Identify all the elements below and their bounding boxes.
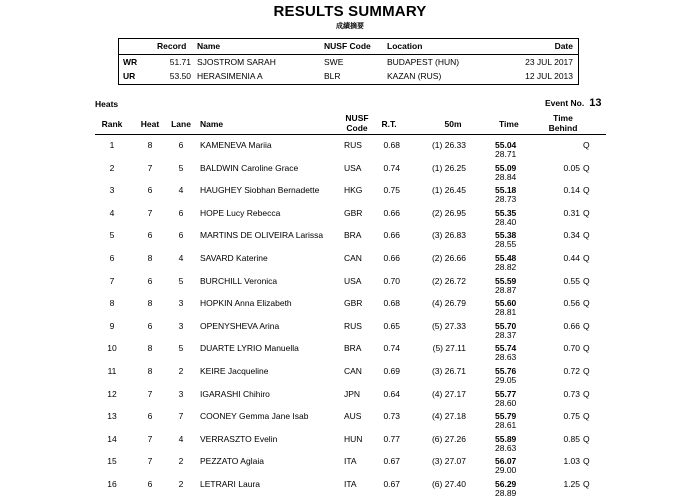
records-header-location: Location [387, 41, 423, 51]
time-behind: 0.72 [563, 365, 580, 376]
second-split-time: 29.00 [495, 465, 517, 476]
second-split-time: 29.05 [495, 374, 517, 385]
final-time: 56.07 [495, 456, 517, 467]
qualifier-mark: Q [583, 456, 590, 467]
time-behind: 0.85 [563, 433, 580, 444]
final-time: 55.89 [495, 433, 517, 444]
reaction-time: 0.65 [383, 320, 400, 331]
table-row [0, 159, 700, 182]
qualifier-mark: Q [583, 433, 590, 444]
rank: 7 [109, 275, 115, 286]
nusf-code: GBR [344, 298, 363, 309]
lane: 6 [178, 230, 184, 241]
record-date: 12 JUL 2013 [525, 71, 573, 81]
time-behind: 0.55 [563, 275, 580, 286]
table-row [0, 249, 700, 272]
records-box [118, 38, 579, 85]
second-split-time: 28.40 [495, 216, 517, 227]
second-split-time: 28.84 [495, 171, 517, 182]
swimmer-name: KEIRE Jacqueline [200, 365, 269, 376]
time-behind: 0.31 [563, 207, 580, 218]
event-number-value: 13 [589, 97, 602, 109]
time-behind: 0.14 [563, 185, 580, 196]
records-header-date: Date [554, 41, 573, 51]
qualifier-mark: Q [583, 343, 590, 354]
heat: 7 [147, 456, 153, 467]
nusf-code: HKG [344, 185, 363, 196]
heat: 8 [147, 252, 153, 263]
heat: 6 [147, 230, 153, 241]
lane: 4 [178, 185, 184, 196]
split-50m: (1) 26.25 [431, 162, 466, 173]
final-time: 55.09 [495, 162, 517, 173]
records-header-record: Record [157, 41, 187, 51]
table-row [0, 362, 700, 385]
records-header [119, 40, 578, 53]
final-time: 55.60 [495, 298, 517, 309]
time-behind: 0.75 [563, 411, 580, 422]
heat: 7 [147, 162, 153, 173]
split-50m: (1) 26.45 [431, 185, 466, 196]
nusf-code: CAN [344, 252, 362, 263]
lane: 2 [178, 365, 184, 376]
second-split-time: 28.63 [495, 352, 517, 363]
time-behind: 0.73 [563, 388, 580, 399]
reaction-time: 0.77 [383, 433, 400, 444]
qualifier-mark: Q [583, 230, 590, 241]
swimmer-name: IGARASHI Chihiro [200, 388, 270, 399]
heat: 7 [147, 388, 153, 399]
nusf-code: ITA [344, 456, 357, 467]
second-split-time: 28.82 [495, 261, 517, 272]
qualifier-mark: Q [583, 185, 590, 196]
rank: 9 [109, 320, 115, 331]
lane: 5 [178, 275, 184, 286]
second-split-time: 28.87 [495, 284, 517, 295]
record-value: 53.50 [169, 71, 191, 81]
split-50m: (2) 26.72 [431, 275, 466, 286]
table-row [0, 339, 700, 362]
page-title: RESULTS SUMMARY [273, 3, 427, 20]
split-50m: (3) 26.71 [431, 365, 466, 376]
swimmer-name: BALDWIN Caroline Grace [200, 162, 299, 173]
records-header-name: Name [197, 41, 221, 51]
record-code: WR [123, 57, 138, 67]
reaction-time: 0.68 [383, 140, 400, 150]
lane: 3 [178, 320, 184, 331]
time-behind: 0.34 [563, 230, 580, 241]
reaction-time: 0.66 [383, 207, 400, 218]
nusf-code: RUS [344, 140, 362, 150]
record-date: 23 JUL 2017 [525, 57, 573, 67]
final-time: 56.29 [495, 478, 517, 489]
table-row [0, 272, 700, 295]
reaction-time: 0.73 [383, 411, 400, 422]
record-code: UR [123, 71, 136, 81]
final-time: 55.79 [495, 411, 517, 422]
time-behind: 0.66 [563, 320, 580, 331]
split-50m: (6) 27.26 [431, 433, 466, 444]
swimmer-name: HAUGHEY Siobhan Bernadette [200, 185, 320, 196]
record-location: KAZAN (RUS) [387, 71, 442, 81]
table-row [0, 452, 700, 475]
swimmer-name: PEZZATO Aglaia [200, 456, 264, 467]
record-location: BUDAPEST (HUN) [387, 57, 460, 67]
second-split-time: 28.55 [495, 239, 517, 250]
table-row [0, 317, 700, 340]
second-split-time: 28.63 [495, 442, 517, 453]
final-time: 55.35 [495, 207, 517, 218]
header-divider [95, 134, 606, 135]
heat: 7 [147, 433, 153, 444]
split-50m: (4) 27.18 [431, 411, 466, 422]
lane: 4 [178, 433, 184, 444]
reaction-time: 0.69 [383, 365, 400, 376]
nusf-code: USA [344, 162, 362, 173]
nusf-code: JPN [344, 388, 361, 399]
time-behind: 1.25 [563, 478, 580, 489]
record-nusf: SWE [324, 57, 344, 67]
second-split-time: 28.89 [495, 487, 517, 498]
lane: 2 [178, 478, 184, 489]
split-50m: (5) 27.11 [432, 343, 466, 354]
heat: 6 [147, 275, 153, 286]
heat: 8 [147, 298, 153, 309]
nusf-code: GBR [344, 207, 363, 218]
record-holder: HERASIMENIA A [197, 71, 263, 81]
swimmer-name: LETRARI Laura [200, 478, 260, 489]
lane: 5 [178, 343, 184, 354]
lane: 3 [178, 388, 184, 399]
final-time: 55.59 [495, 275, 517, 286]
split-50m: (4) 27.17 [431, 388, 466, 399]
swimmer-name: HOPKIN Anna Elizabeth [200, 298, 292, 309]
header-behind-line1: Time [553, 113, 573, 123]
time-behind: 0.56 [563, 298, 580, 309]
qualifier-mark: Q [583, 252, 590, 263]
table-row [0, 294, 700, 317]
swimmer-name: OPENYSHEVA Arina [200, 320, 280, 331]
split-50m: (4) 26.79 [431, 298, 466, 309]
header-rank: Rank [101, 119, 123, 129]
record-row-universiade [119, 70, 578, 83]
rank: 13 [107, 411, 117, 422]
split-50m: (3) 26.83 [431, 230, 466, 241]
split-50m: (5) 27.33 [431, 320, 466, 331]
rank: 15 [107, 456, 117, 467]
qualifier-mark: Q [583, 298, 590, 309]
header-behind-line2: Behind [548, 123, 578, 133]
rank: 2 [109, 162, 115, 173]
final-time: 55.70 [495, 320, 517, 331]
split-50m: (3) 27.07 [431, 456, 466, 467]
qualifier-mark: Q [583, 140, 590, 150]
qualifier-mark: Q [583, 162, 590, 173]
swimmer-name: VERRASZTO Evelin [200, 433, 278, 444]
results-table [0, 136, 700, 498]
header-time-behind [543, 113, 583, 133]
header-nusf [340, 113, 374, 133]
header-split-50m: 50m [444, 119, 462, 129]
nusf-code: HUN [344, 433, 363, 444]
reaction-time: 0.70 [383, 275, 400, 286]
rank: 5 [109, 230, 115, 241]
heats-label: Heats [95, 99, 119, 109]
qualifier-mark: Q [583, 207, 590, 218]
final-time: 55.38 [495, 230, 517, 241]
header-nusf-line1: NUSF [345, 113, 369, 123]
qualifier-mark: Q [583, 478, 590, 489]
final-time: 55.77 [495, 388, 517, 399]
record-value: 51.71 [169, 57, 191, 67]
lane: 4 [178, 252, 184, 263]
table-row [0, 385, 700, 408]
reaction-time: 0.66 [383, 252, 400, 263]
reaction-time: 0.66 [383, 230, 400, 241]
heat: 6 [147, 320, 153, 331]
lane: 5 [178, 162, 184, 173]
swimmer-name: DUARTE LYRIO Manuella [200, 343, 299, 354]
table-row [0, 430, 700, 453]
header-name: Name [200, 119, 224, 129]
record-holder: SJOSTROM SARAH [197, 57, 276, 67]
rank: 11 [107, 365, 117, 376]
reaction-time: 0.75 [383, 185, 400, 196]
qualifier-mark: Q [583, 411, 590, 422]
rank: 14 [107, 433, 117, 444]
lane: 6 [178, 140, 184, 150]
table-row [0, 136, 700, 159]
final-time: 55.18 [495, 185, 517, 196]
page-subtitle: 成績摘要 [336, 23, 364, 30]
heat: 8 [147, 140, 153, 150]
split-50m: (2) 26.66 [431, 252, 466, 263]
rank: 1 [109, 140, 115, 150]
qualifier-mark: Q [583, 275, 590, 286]
second-split-time: 28.37 [495, 329, 517, 340]
reaction-time: 0.74 [383, 162, 400, 173]
split-50m: (2) 26.95 [431, 207, 466, 218]
swimmer-name: MARTINS DE OLIVEIRA Larissa [200, 230, 324, 241]
record-nusf: BLR [324, 71, 341, 81]
event-number [545, 97, 601, 109]
results-header [0, 111, 700, 133]
nusf-code: USA [344, 275, 362, 286]
rank: 6 [109, 252, 115, 263]
nusf-code: BRA [344, 343, 362, 354]
rank: 4 [109, 207, 115, 218]
heat: 8 [147, 365, 153, 376]
time-behind: 0.05 [563, 162, 580, 173]
event-label: Event No. [545, 98, 585, 108]
heat: 6 [147, 478, 153, 489]
record-row-world [119, 56, 578, 69]
header-time: Time [499, 119, 519, 129]
reaction-time: 0.67 [383, 478, 400, 489]
time-behind: 0.44 [563, 252, 580, 263]
lane: 2 [178, 456, 184, 467]
lane: 7 [178, 411, 184, 422]
reaction-time: 0.67 [383, 456, 400, 467]
split-50m: (6) 27.40 [431, 478, 466, 489]
second-split-time: 28.71 [495, 149, 517, 159]
heat: 6 [147, 411, 153, 422]
time-behind: 0.70 [563, 343, 580, 354]
lane: 3 [178, 298, 184, 309]
reaction-time: 0.68 [383, 298, 400, 309]
swimmer-name: COONEY Gemma Jane Isab [200, 411, 309, 422]
header-reaction-time: R.T. [381, 119, 397, 129]
heat: 8 [147, 343, 153, 354]
rank: 10 [107, 343, 117, 354]
swimmer-name: BURCHILL Veronica [200, 275, 278, 286]
rank: 16 [107, 478, 117, 489]
split-50m: (1) 26.33 [431, 140, 466, 150]
qualifier-mark: Q [583, 388, 590, 399]
rank: 8 [109, 298, 115, 309]
table-row [0, 475, 700, 498]
second-split-time: 28.61 [495, 420, 517, 431]
time-behind: 1.03 [563, 456, 580, 467]
table-row [0, 407, 700, 430]
nusf-code: RUS [344, 320, 362, 331]
qualifier-mark: Q [583, 320, 590, 331]
rank: 12 [107, 388, 117, 399]
header-nusf-line2: Code [346, 123, 368, 133]
reaction-time: 0.64 [383, 388, 400, 399]
heat: 7 [147, 207, 153, 218]
records-divider [119, 54, 578, 55]
final-time: 55.74 [495, 343, 517, 354]
nusf-code: AUS [344, 411, 362, 422]
lane: 6 [178, 207, 184, 218]
heat: 6 [147, 185, 153, 196]
final-time: 55.76 [495, 365, 517, 376]
table-row [0, 226, 700, 249]
final-time: 55.48 [495, 252, 517, 263]
second-split-time: 28.73 [495, 194, 517, 205]
table-row [0, 204, 700, 227]
rank: 3 [109, 185, 115, 196]
table-row [0, 181, 700, 204]
second-split-time: 28.81 [495, 307, 517, 318]
header-heat: Heat [140, 119, 160, 129]
qualifier-mark: Q [583, 365, 590, 376]
reaction-time: 0.74 [383, 343, 400, 354]
header-lane: Lane [171, 119, 191, 129]
nusf-code: ITA [344, 478, 357, 489]
final-time: 55.04 [495, 140, 517, 150]
swimmer-name: KAMENEVA Mariia [200, 140, 272, 150]
swimmer-name: SAVARD Katerine [200, 252, 268, 263]
records-header-nusf: NUSF Code [324, 41, 371, 51]
nusf-code: BRA [344, 230, 362, 241]
swimmer-name: HOPE Lucy Rebecca [200, 207, 281, 218]
nusf-code: CAN [344, 365, 362, 376]
second-split-time: 28.60 [495, 397, 517, 408]
